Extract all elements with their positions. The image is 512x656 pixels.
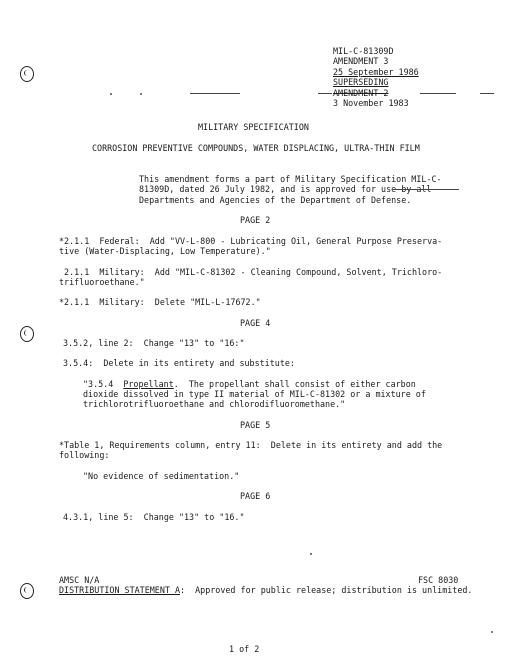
punch-hole-top xyxy=(20,66,34,82)
amendment-number: AMENDMENT 3 xyxy=(333,56,389,66)
propellant-quote-line-1 xyxy=(83,379,416,390)
distribution-statement xyxy=(59,585,472,596)
doc-id: MIL-C-81309D xyxy=(333,46,394,56)
page-number: 1 of 2 xyxy=(229,644,260,654)
page-2-item-1-line-2: tive (Water-Displacing, Low Temperature)." xyxy=(59,246,271,256)
sedimentation-quote: "No evidence of sedimentation." xyxy=(83,471,240,481)
page-4-item-1: 3.5.2, line 2: Change "13" to "16:" xyxy=(63,338,245,348)
distribution-label: DISTRIBUTION STATEMENT A xyxy=(59,585,181,595)
scan-speck xyxy=(110,93,112,95)
amendment-date: 25 September 1986 xyxy=(333,67,419,77)
page-2-item-2-line-2: trifluoroethane." xyxy=(59,277,145,287)
intro-line-3: Departments and Agencies of the Department of Defense. xyxy=(139,195,412,205)
propellant-term: Propellant xyxy=(123,379,174,389)
scan-line-mid xyxy=(318,93,332,94)
page-2-item-1-line-1: *2.1.1 Federal: Add "VV-L-800 - Lubricating Oil, General Purpose Preserva- xyxy=(59,236,443,246)
page-2-item-3: *2.1.1 Military: Delete "MIL-L-17672." xyxy=(59,297,261,307)
page-5-item-1-line-2: following: xyxy=(59,450,110,460)
intro-rule xyxy=(393,189,459,190)
spec-heading: MILITARY SPECIFICATION xyxy=(198,122,309,132)
scan-line-left xyxy=(190,93,240,94)
page-6-item-1: 4.3.1, line 5: Change "13" to "16." xyxy=(63,512,245,522)
page-5-label: PAGE 5 xyxy=(240,420,271,430)
distribution-text: : Approved for public release; distribution is unlimited. xyxy=(180,585,473,595)
page-4-label: PAGE 4 xyxy=(240,318,271,328)
page-6-label: PAGE 6 xyxy=(240,491,271,501)
old-amendment: AMENDMENT 2 xyxy=(333,88,389,98)
page-2-label: PAGE 2 xyxy=(240,215,271,225)
scan-speck xyxy=(310,553,312,555)
fsc-code: FSC 8030 xyxy=(418,575,459,585)
old-amendment-date: 3 November 1983 xyxy=(333,98,409,108)
spec-subject: CORROSION PREVENTIVE COMPOUNDS, WATER DISPLACING, ULTRA-THIN FILM xyxy=(92,143,420,153)
quote-prefix: "3.5.4 xyxy=(83,379,124,389)
scan-line-right xyxy=(420,93,456,94)
intro-line-1: This amendment forms a part of Military Specification MIL-C- xyxy=(139,174,442,184)
scan-speck xyxy=(491,631,493,633)
propellant-quote-line-3: trichlorotrifluoroethane and chlorodifluoromethane." xyxy=(83,399,346,409)
punch-hole-bottom xyxy=(20,583,34,599)
propellant-quote-line-2: dioxide dissolved in type II material of MIL-C-81302 or a mixture of xyxy=(83,389,426,399)
page-5-item-1-line-1: *Table 1, Requirements column, entry 11: Delete in its entirety and add the xyxy=(59,440,443,450)
superseding-label: SUPERSEDING xyxy=(333,77,389,87)
punch-hole-middle xyxy=(20,326,34,342)
page-4-item-2: 3.5.4: Delete in its entirety and substitute: xyxy=(63,358,295,368)
amsc-code: AMSC N/A xyxy=(59,575,100,585)
page-2-item-2-line-1: 2.1.1 Military: Add "MIL-C-81302 - Cleaning Compound, Solvent, Trichloro- xyxy=(59,267,443,277)
scan-line-far-right xyxy=(480,93,494,94)
quote-line-1-rest: . The propellant shall consist of either carbon xyxy=(173,379,416,389)
intro-line-2: 81309D, dated 26 July 1982, and is approved for use by all xyxy=(139,184,432,194)
scan-speck xyxy=(140,93,142,95)
